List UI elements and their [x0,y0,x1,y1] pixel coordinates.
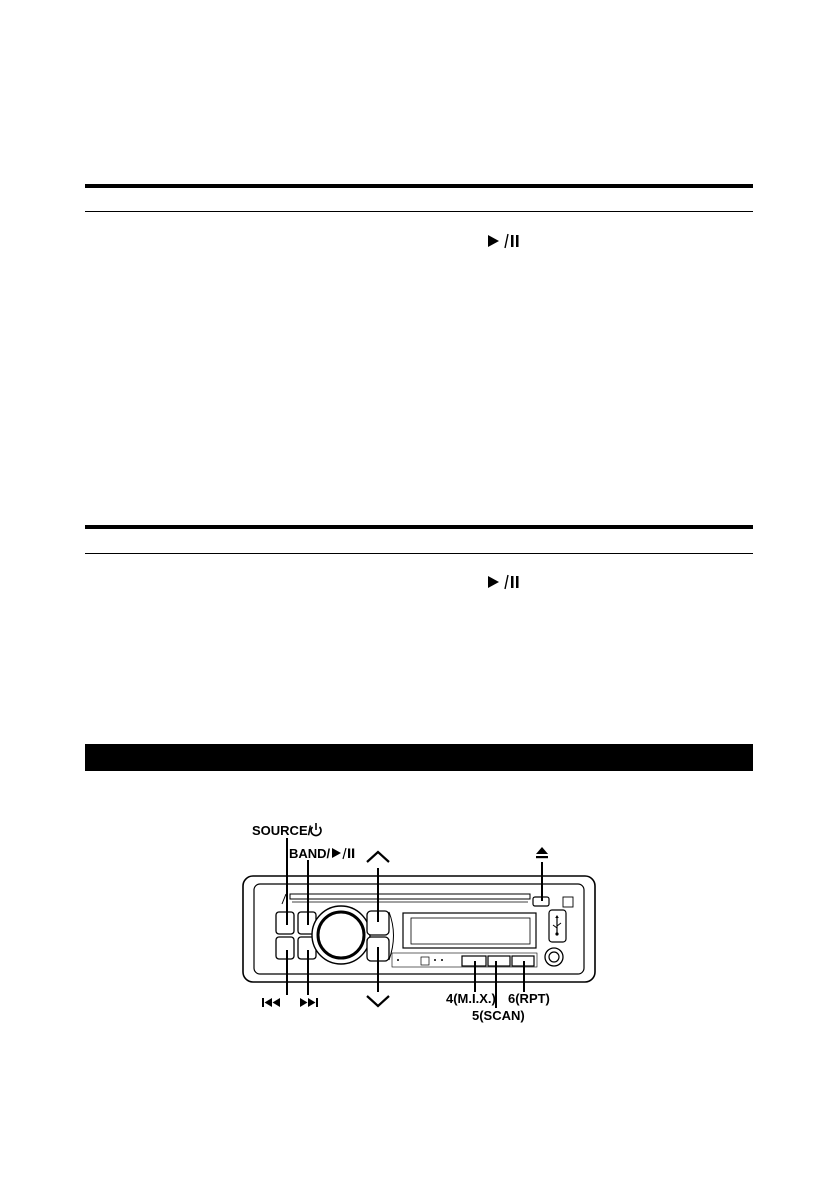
source-button [276,912,294,934]
prev-button [276,937,294,959]
preset-5-button [488,956,510,966]
next-track-icon [300,998,318,1007]
down-chevron-icon [367,996,389,1006]
rpt-label: 6(RPT) [508,991,550,1006]
power-icon [311,823,321,836]
scan-label: 5(SCAN) [472,1008,525,1023]
up-chevron-icon [367,852,389,862]
eject-icon [536,847,548,858]
play-pause-icon [332,848,354,859]
rotary-knob [318,912,364,958]
band-label: BAND/ [289,846,331,861]
mix-label: 4(M.I.X.) [446,991,496,1006]
disc-slot [290,894,530,899]
source-label: SOURCE/ [252,823,312,838]
previous-track-icon [262,998,280,1007]
